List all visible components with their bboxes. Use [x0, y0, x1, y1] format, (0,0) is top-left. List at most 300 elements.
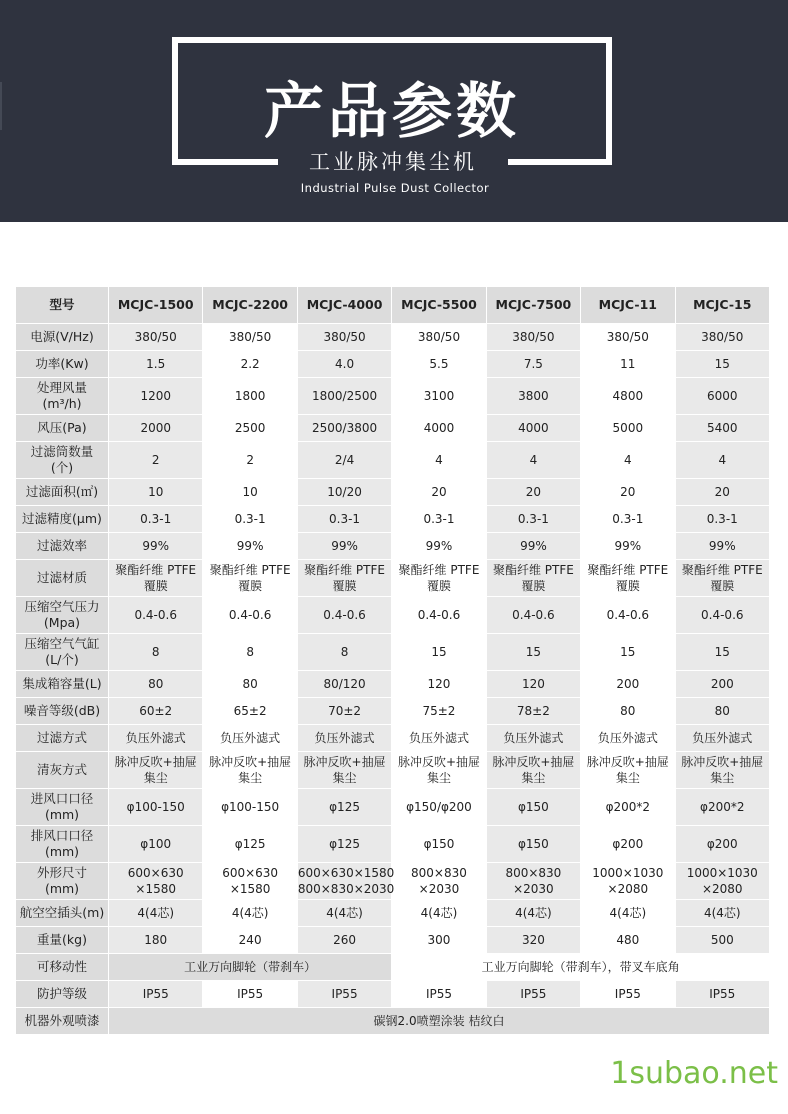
cell-text: 380/50: [323, 330, 366, 344]
table-cell: [676, 415, 769, 441]
cell-text: 99%: [331, 539, 358, 553]
table-row: [16, 826, 769, 862]
cell-text: 1800: [234, 389, 266, 403]
cell-text: 99%: [614, 539, 642, 553]
cell-text: ×1580: [135, 882, 176, 896]
table-cell: [487, 752, 580, 788]
table-row: [16, 479, 769, 505]
cell-text: 0.4-0.6: [512, 608, 555, 622]
table-cell: [581, 671, 674, 697]
row-label: [16, 863, 108, 899]
cell-text: 65±2: [233, 704, 267, 718]
table-cell: [203, 863, 296, 899]
row-label: [16, 634, 108, 670]
cell-text: 噪音等级(dB): [23, 703, 101, 718]
table-cell: [392, 560, 485, 596]
row-label: [16, 351, 108, 377]
cell-text: 重量(kg): [37, 932, 87, 947]
cell-text: 15: [714, 645, 730, 659]
table-cell: [298, 324, 391, 350]
table-cell: [487, 533, 580, 559]
cell-text: 500: [710, 933, 734, 947]
cell-text: 0.3-1: [517, 512, 549, 526]
cell-text: 10/20: [327, 485, 362, 499]
table-cell: [581, 351, 674, 377]
table-cell: [581, 725, 674, 751]
page-subtitle-cn: 工业脉冲集尘机: [309, 150, 477, 174]
table-cell: [203, 442, 296, 478]
table-cell: [298, 634, 391, 670]
table-cell: [676, 479, 769, 505]
cell-text: 3800: [518, 389, 549, 403]
table-cell: [676, 927, 769, 953]
header-banner: [0, 0, 788, 222]
table-cell: [203, 533, 296, 559]
cell-text: ×2080: [701, 882, 743, 896]
table-cell: IP55: [676, 981, 769, 1007]
cell-text: 180: [144, 933, 168, 947]
row-label: [16, 789, 108, 825]
table-cell: [109, 479, 202, 505]
table-cell: [109, 927, 202, 953]
cell-text: 380/50: [606, 330, 649, 344]
cell-text: 航空空插头(m): [19, 905, 105, 920]
table-cell: [203, 324, 296, 350]
table-cell: [109, 789, 202, 825]
table-cell: [109, 725, 202, 751]
table-row: [16, 560, 769, 596]
cell-text: 处理风量: [36, 380, 87, 395]
cell-text: 0.3-1: [234, 512, 266, 526]
cell-text: 0.4-0.6: [606, 608, 650, 622]
table-cell: [676, 863, 769, 899]
cell-text: 4: [718, 453, 727, 467]
table-cell: [298, 597, 391, 633]
cell-text: 15: [431, 645, 447, 659]
table-row: [16, 634, 769, 670]
cell-text: 380/50: [229, 330, 272, 344]
row-label: [16, 479, 108, 505]
cell-text: 清灰方式: [36, 762, 87, 777]
table-cell: [487, 324, 580, 350]
cell-text: 脉冲反吹+抽屉: [397, 755, 480, 769]
cell-text: 320: [521, 933, 545, 947]
row-label: [16, 533, 108, 559]
table-cell: [581, 597, 674, 633]
cell-text: 脉冲反吹+抽屉: [303, 755, 386, 769]
cell-text: 4: [435, 453, 443, 467]
table-cell: [581, 378, 674, 414]
cell-text: 380/50: [701, 330, 744, 344]
cell-text: 负压外滤式: [125, 731, 186, 745]
table-row: [16, 415, 769, 441]
table-cell: [298, 671, 391, 697]
table-cell: [203, 634, 296, 670]
table-cell: [392, 442, 485, 478]
cell-text: 1.5: [146, 357, 166, 371]
protection-row: [16, 981, 769, 1007]
table-row: [16, 698, 769, 724]
table-cell: [392, 900, 485, 926]
table-cell: [581, 479, 674, 505]
cell-text: 覆膜: [332, 579, 357, 593]
cell-text: 99%: [236, 539, 264, 553]
table-cell: [109, 597, 202, 633]
table-row: [16, 351, 769, 377]
table-cell: [487, 900, 580, 926]
model-header: MCJC-5500: [392, 287, 485, 323]
cell-text: 5.5: [429, 357, 449, 371]
table-header-row: [16, 287, 769, 323]
table-cell: IP55: [392, 981, 485, 1007]
cell-text: 2: [151, 453, 160, 467]
cell-text: 800×830: [505, 866, 562, 880]
cell-text: 5000: [612, 421, 644, 435]
row-label: [16, 324, 108, 350]
table-cell: [203, 789, 296, 825]
row-label: [16, 826, 108, 862]
table-cell: [109, 351, 202, 377]
cell-text: (mm): [44, 844, 80, 859]
table-cell: [298, 442, 391, 478]
cell-text: (m³/h): [42, 396, 82, 411]
cell-text: 进风口口径: [30, 791, 94, 806]
cell-text: 覆膜: [426, 579, 451, 593]
table-cell: [676, 789, 769, 825]
table-row: [16, 533, 769, 559]
cell-text: φ125: [329, 800, 360, 814]
table-row: [16, 863, 769, 899]
table-cell: [581, 698, 674, 724]
cell-text: 1000×1030: [592, 866, 664, 880]
row-label: [16, 415, 108, 441]
cell-text: 200: [710, 677, 734, 691]
cell-text: 4: [529, 453, 538, 467]
table-cell: [676, 533, 769, 559]
table-cell: [392, 634, 485, 670]
cell-text: 集尘: [615, 771, 640, 785]
table-cell: [487, 671, 580, 697]
cell-text: φ150: [517, 837, 549, 851]
table-row: [16, 597, 769, 633]
cell-text: 功率(Kw): [35, 356, 89, 371]
cell-text: 聚酯纤维 PTFE: [304, 563, 385, 577]
cell-text: ×2080: [607, 882, 649, 896]
table-cell: [298, 415, 391, 441]
cell-text: 2.2: [240, 357, 260, 371]
cell-text: 集尘: [238, 771, 263, 785]
table-cell: [203, 900, 296, 926]
cell-text: 8: [246, 645, 254, 659]
cell-text: φ200: [612, 837, 644, 851]
row-label: [16, 698, 108, 724]
table-cell: [298, 533, 391, 559]
cell-text: 120: [521, 677, 545, 691]
cell-text: 集尘: [143, 771, 168, 785]
model-header: MCJC-1500: [109, 287, 202, 323]
table-cell: [203, 725, 296, 751]
cell-text: (L/个): [45, 652, 79, 667]
cell-text: 0.3-1: [423, 512, 455, 526]
cell-text: 聚酯纤维 PTFE: [209, 563, 291, 577]
table-cell: [676, 725, 769, 751]
table-cell: [392, 671, 485, 697]
table-cell: [487, 506, 580, 532]
cell-text: 0.3-1: [706, 512, 738, 526]
row-label: [16, 900, 108, 926]
cell-text: 聚酯纤维 PTFE: [681, 563, 763, 577]
cell-text: 负压外滤式: [597, 731, 658, 745]
cell-text: 20: [620, 485, 636, 499]
cell-text: 脉冲反吹+抽屉: [209, 755, 292, 769]
table-cell: IP55: [581, 981, 674, 1007]
cell-text: 15: [620, 645, 636, 659]
cell-text: 8: [340, 645, 349, 659]
cell-text: 7.5: [523, 357, 543, 371]
cell-text: 排风口口径: [30, 828, 94, 843]
cell-text: 1000×1030: [686, 866, 758, 880]
table-cell: [109, 415, 202, 441]
table-cell: [676, 351, 769, 377]
cell-text: 8: [151, 645, 160, 659]
table-cell: [676, 900, 769, 926]
mobility-right: 工业万向脚轮（带刹车），带叉车底角: [392, 954, 769, 980]
table-cell: [487, 479, 580, 505]
cell-text: 风压(Pa): [37, 420, 87, 435]
cell-text: 覆膜: [710, 579, 735, 593]
cell-text: 20: [431, 485, 447, 499]
row-label: [16, 597, 108, 633]
page-title: 产品参数: [264, 77, 520, 147]
cell-text: (mm): [44, 881, 80, 896]
cell-text: 外形尺寸: [36, 865, 87, 880]
cell-text: 1200: [140, 389, 171, 403]
cell-text: ×1580: [229, 882, 271, 896]
cell-text: 15: [525, 645, 542, 659]
table-cell: [109, 671, 202, 697]
table-cell: [109, 506, 202, 532]
cell-text: 电源(V/Hz): [30, 329, 94, 344]
cell-text: 0.3-1: [329, 512, 361, 526]
cell-text: φ100: [140, 837, 172, 851]
cell-text: 过滤材质: [36, 570, 87, 585]
table-cell: IP55: [203, 981, 296, 1007]
table-cell: [392, 506, 485, 532]
cell-text: 4(4芯): [231, 906, 269, 920]
cell-text: 负压外滤式: [503, 731, 564, 745]
table-cell: [203, 671, 296, 697]
table-cell: [203, 698, 296, 724]
table-cell: [581, 900, 674, 926]
table-row: [16, 789, 769, 825]
table-cell: [676, 826, 769, 862]
cell-text: 覆膜: [143, 579, 168, 593]
cell-text: 10: [148, 485, 164, 499]
table-cell: [676, 442, 769, 478]
table-cell: IP55: [109, 981, 202, 1007]
cell-text: 2/4: [334, 453, 355, 467]
table-cell: [109, 698, 202, 724]
table-row: [16, 725, 769, 751]
table-cell: [203, 826, 296, 862]
cell-text: 600×630: [127, 866, 184, 880]
table-cell: [298, 506, 391, 532]
table-cell: [109, 752, 202, 788]
table-row: [16, 752, 769, 788]
cell-text: 80: [242, 677, 258, 691]
cell-text: 80: [620, 704, 636, 718]
table-cell: [676, 698, 769, 724]
table-cell: [203, 560, 296, 596]
table-cell: [298, 752, 391, 788]
cell-text: 70±2: [328, 704, 362, 718]
row-label: [16, 506, 108, 532]
table-row: [16, 671, 769, 697]
table-cell: [676, 597, 769, 633]
cell-text: 20: [525, 485, 542, 499]
cell-text: 脉冲反吹+抽屉: [586, 755, 669, 769]
table-cell: [676, 378, 769, 414]
cell-text: 99%: [425, 539, 453, 553]
table-cell: [298, 927, 391, 953]
cell-text: 99%: [520, 539, 547, 553]
cell-text: 80: [714, 704, 730, 718]
cell-text: 240: [238, 933, 262, 947]
table-cell: [581, 789, 674, 825]
cell-text: 0.4-0.6: [134, 608, 177, 622]
cell-text: 11: [620, 357, 636, 371]
cell-text: φ200*2: [605, 800, 651, 814]
table-cell: [109, 533, 202, 559]
table-row: [16, 324, 769, 350]
table-row: [16, 506, 769, 532]
row-label: [16, 442, 108, 478]
model-header: MCJC-4000: [298, 287, 391, 323]
table-cell: [203, 752, 296, 788]
table-cell: [392, 324, 485, 350]
table-cell: [109, 378, 202, 414]
row-label: 防护等级: [16, 981, 108, 1007]
cell-text: ×2030: [418, 882, 460, 896]
cell-text: 380/50: [134, 330, 177, 344]
table-cell: [298, 351, 391, 377]
table-cell: [203, 597, 296, 633]
cell-text: 600×630: [222, 866, 279, 880]
cell-text: 10: [242, 485, 258, 499]
row-label: 可移动性: [16, 954, 108, 980]
table-cell: [581, 324, 674, 350]
row-label: 机器外观喷漆: [16, 1008, 108, 1034]
cell-text: 脉冲反吹+抽屉: [492, 755, 575, 769]
table-cell: [392, 378, 485, 414]
cell-text: 聚酯纤维 PTFE: [115, 563, 197, 577]
cell-text: 4000: [423, 421, 455, 435]
cell-text: 4(4芯): [515, 906, 552, 920]
cell-text: 0.4-0.6: [323, 608, 366, 622]
cell-text: 4(4芯): [137, 906, 175, 920]
table-cell: [392, 698, 485, 724]
cell-text: (个): [50, 460, 74, 475]
row-label: [16, 725, 108, 751]
table-cell: [392, 789, 485, 825]
row-label: [16, 927, 108, 953]
cell-text: 20: [714, 485, 730, 499]
table-cell: [298, 698, 391, 724]
table-cell: [392, 927, 485, 953]
cell-text: φ100-150: [221, 800, 280, 814]
table-cell: [392, 351, 485, 377]
cell-text: 480: [616, 933, 640, 947]
table-cell: [203, 378, 296, 414]
row-label: [16, 560, 108, 596]
cell-text: 80: [148, 677, 164, 691]
model-header: MCJC-7500: [487, 287, 580, 323]
table-cell: [203, 351, 296, 377]
cell-text: 4(4芯): [326, 906, 363, 920]
table-cell: [109, 324, 202, 350]
table-cell: [203, 479, 296, 505]
cell-text: 集尘: [332, 771, 357, 785]
decorative-bar: [0, 82, 2, 130]
table-cell: [487, 698, 580, 724]
table-cell: [487, 560, 580, 596]
table-cell: [676, 752, 769, 788]
table-cell: [581, 634, 674, 670]
cell-text: 4000: [518, 421, 549, 435]
cell-text: 300: [427, 933, 451, 947]
table-cell: [298, 826, 391, 862]
table-cell: [298, 378, 391, 414]
table-cell: [581, 442, 674, 478]
cell-text: 800×830×2030: [297, 882, 395, 896]
table-cell: [298, 789, 391, 825]
cell-text: 过滤方式: [36, 730, 87, 745]
table-cell: [581, 826, 674, 862]
cell-text: 0.3-1: [612, 512, 644, 526]
cell-text: 覆膜: [521, 579, 546, 593]
cell-text: φ125: [234, 837, 266, 851]
cell-text: 压缩空气压力: [24, 599, 100, 614]
cell-text: 过滤精度(μm): [22, 511, 102, 526]
table-cell: [109, 900, 202, 926]
table-cell: [676, 560, 769, 596]
paint-value: 碳钢2.0喷塑涂装 桔纹白: [109, 1008, 769, 1034]
model-header: MCJC-15: [676, 287, 769, 323]
cell-text: φ150: [517, 800, 549, 814]
cell-text: (mm): [44, 807, 80, 822]
cell-text: 集尘: [521, 771, 546, 785]
cell-text: 380/50: [417, 330, 461, 344]
cell-text: 75±2: [422, 704, 456, 718]
table-cell: [487, 597, 580, 633]
cell-text: φ125: [329, 837, 360, 851]
table-cell: [581, 560, 674, 596]
table-cell: [392, 752, 485, 788]
table-cell: [581, 506, 674, 532]
table-cell: [487, 415, 580, 441]
cell-text: φ150/φ200: [406, 800, 472, 814]
cell-text: φ150: [423, 837, 455, 851]
cell-text: 过滤筒数量: [30, 444, 94, 459]
table-cell: [487, 927, 580, 953]
cell-text: 负压外滤式: [692, 731, 753, 745]
cell-text: 0.3-1: [140, 512, 172, 526]
table-row: [16, 442, 769, 478]
table-cell: [487, 863, 580, 899]
table-cell: [109, 442, 202, 478]
cell-text: φ200: [706, 837, 738, 851]
cell-text: 260: [333, 933, 356, 947]
